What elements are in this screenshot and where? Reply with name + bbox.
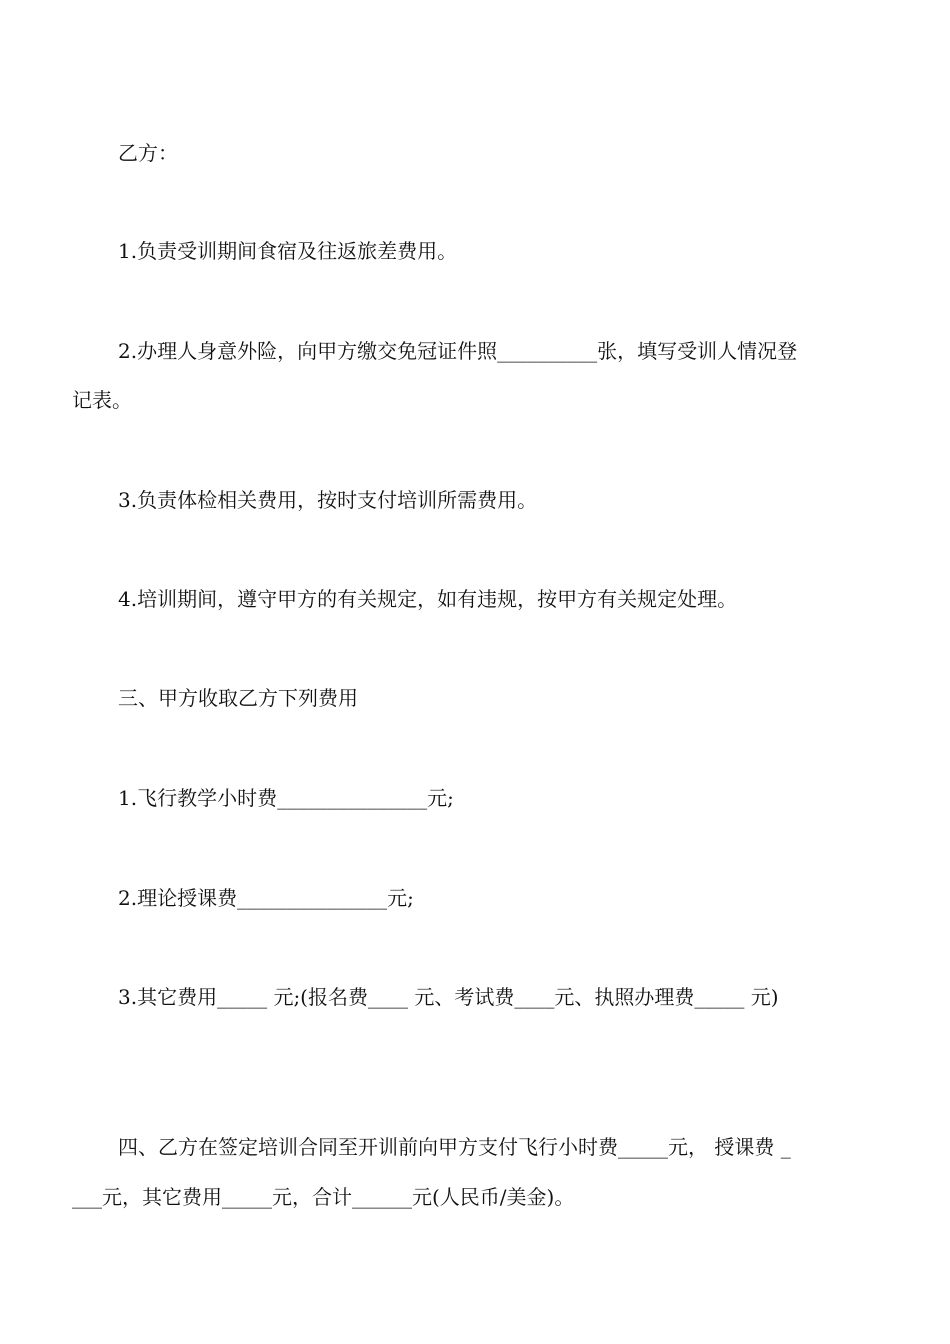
fee-item-1: 1.飞行教学小时费_______________元; bbox=[118, 786, 454, 810]
party-b-item-3: 3.负责体检相关费用，按时支付培训所需费用。 bbox=[118, 488, 538, 512]
party-b-item-1: 1.负责受训期间食宿及往返旅差费用。 bbox=[118, 239, 458, 263]
section-4-line-2: ___元，其它费用_____元，合计______元(人民币/美金)。 bbox=[72, 1185, 575, 1209]
party-b-item-4: 4.培训期间，遵守甲方的有关规定，如有违规，按甲方有关规定处理。 bbox=[118, 587, 738, 611]
party-b-item-2-line-1: 2.办理人身意外险，向甲方缴交免冠证件照__________张，填写受训人情况登 bbox=[118, 339, 798, 363]
section-4-line-1: 四、乙方在签定培训合同至开训前向甲方支付飞行小时费_____元， 授课费 _ bbox=[118, 1135, 791, 1159]
section-3-heading: 三、甲方收取乙方下列费用 bbox=[118, 686, 358, 710]
party-b-heading: 乙方： bbox=[118, 141, 178, 165]
fee-item-2: 2.理论授课费_______________元; bbox=[118, 886, 414, 910]
fee-item-3: 3.其它费用_____ 元;(报名费____ 元、考试费____元、执照办理费_____ 元) bbox=[118, 985, 779, 1009]
party-b-item-2-line-2: 记表。 bbox=[72, 388, 132, 412]
